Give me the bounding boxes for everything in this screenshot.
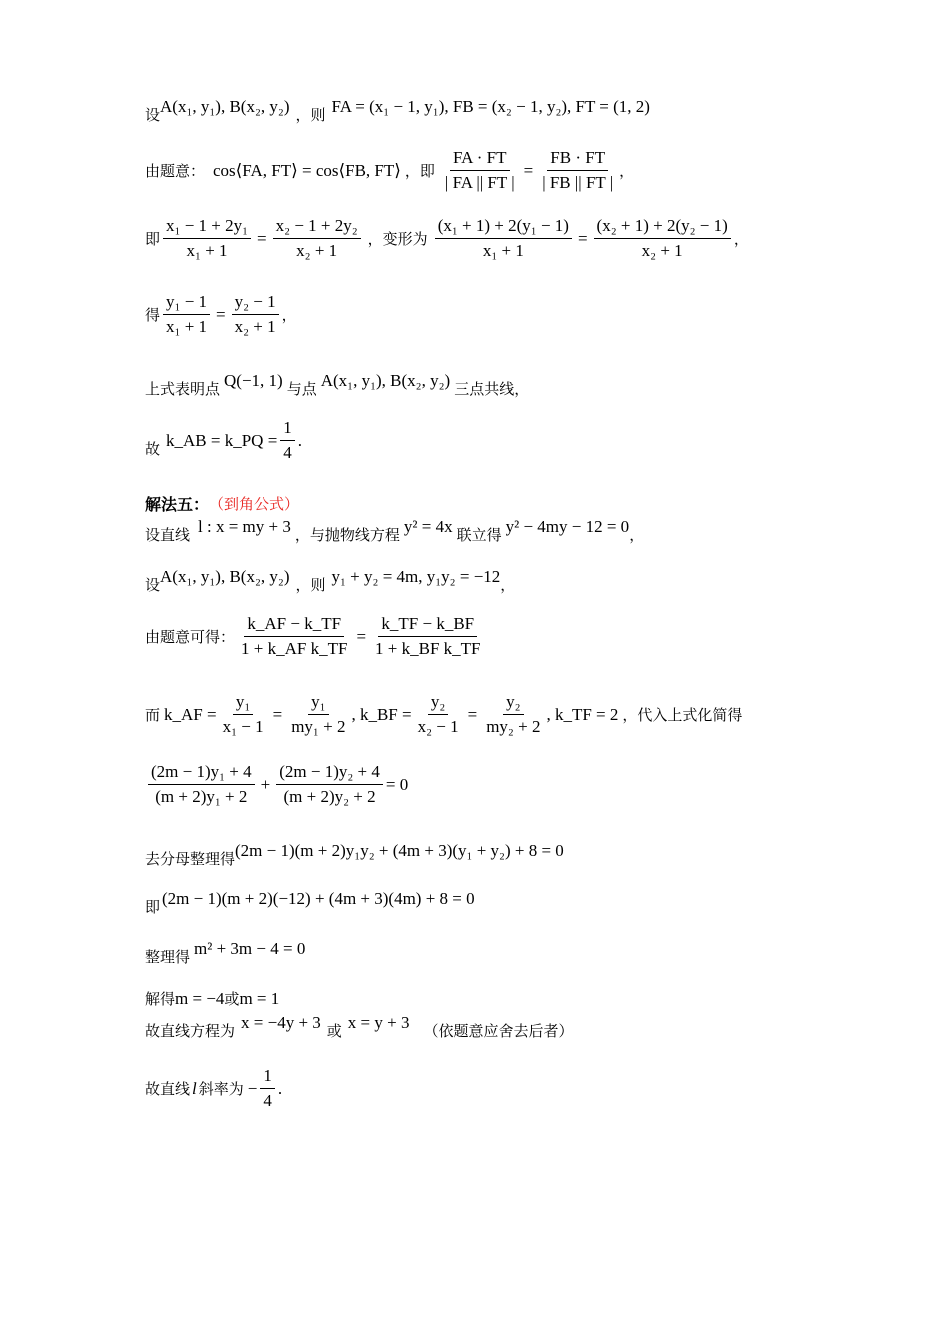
line-2: [145, 148, 634, 193]
text: ，代入上式化简得: [622, 706, 743, 724]
period: .: [277, 1078, 283, 1098]
line-11: [145, 692, 742, 737]
text: ，: [733, 230, 749, 248]
equals-sign: =: [356, 626, 367, 646]
text: 由题意可得：: [145, 628, 236, 646]
text: ，与抛物线方程: [294, 526, 400, 544]
fraction: $\frac{k\_AF - k\_TF}{\text{1 + k\_AF k\_TF}}$: [241, 614, 348, 658]
fraction: $\frac{FB \cdot FT}{| FB || FT |}$: [542, 148, 614, 192]
text: 故: [145, 440, 161, 458]
equals-sign: =: [467, 704, 478, 724]
text: 解得: [145, 990, 176, 1008]
text: ，: [629, 526, 645, 544]
equals-sign: =: [272, 704, 283, 724]
fraction: $\frac{\text{y₂ − 1}}{\text{x₂ + 1}}$: [232, 292, 279, 337]
line-15: [145, 938, 306, 966]
text: 得: [145, 306, 161, 324]
fraction: $\frac{\text{y₁}}{\text{x₁ − 1}}$: [222, 692, 264, 736]
line-16: [145, 988, 279, 1009]
text: 设: [145, 106, 161, 124]
formula: m = −4: [175, 988, 225, 1008]
text: 或: [326, 1022, 342, 1040]
formula: cos⟨FA, FT⟩ = cos⟨FB, FT⟩: [213, 160, 401, 180]
text: 由题意：: [145, 162, 206, 180]
fraction: $\frac{1}{4}$: [280, 418, 295, 463]
equals-sign: =: [216, 304, 226, 324]
formula: y² = 4x: [403, 516, 453, 536]
text: 三点共线，: [454, 380, 530, 398]
formula: m = 1: [239, 988, 280, 1008]
text: ，: [619, 162, 635, 180]
text: ，则: [295, 106, 326, 124]
fraction: $\frac{\text{(2m − 1)y₁ + 4}}{\text{(m + 2)y₁ + 2}}$: [148, 762, 255, 807]
equals-sign: =: [257, 228, 267, 248]
line-5: [145, 370, 530, 398]
line-13: [145, 840, 564, 868]
text: 去分母整理得: [145, 850, 236, 868]
text: 设直线: [145, 526, 191, 544]
formula: l: [192, 1078, 197, 1098]
fraction: $\frac{\text{y₂}}{\text{my₂ + 2}}$: [486, 692, 541, 736]
formula: l : x = my + 3: [198, 516, 291, 536]
text: ，即: [404, 162, 435, 180]
fraction: $\frac{\text{y₂}}{\text{x₂ − 1}}$: [417, 692, 459, 736]
formula: y² − 4my − 12 = 0: [505, 516, 630, 536]
fraction: $\frac{\text{(x₁ + 1) + 2(y₁ − 1)}}{\text{x₁ + 1}}$: [435, 216, 572, 261]
formula: A(x₁, y₁), B(x₂, y₂): [160, 566, 290, 586]
heading-title: 解法五：: [145, 495, 210, 514]
formula: = 0: [385, 774, 409, 794]
line-3: [145, 216, 749, 261]
text: ，: [281, 306, 297, 324]
fraction: $\frac{\text{y₁ − 1}}{\text{x₁ + 1}}$: [163, 292, 210, 337]
formula: x = −4y + 3: [241, 1012, 321, 1032]
minus-sign: −: [247, 1078, 258, 1098]
text: 设: [145, 576, 161, 594]
text: ，: [500, 576, 516, 594]
line-9: [145, 566, 516, 594]
text: ，则: [295, 576, 326, 594]
fraction: $\frac{\text{y₁}}{\text{my₁ + 2}}$: [291, 692, 346, 736]
fraction: $\frac{\text{(2m − 1)y₂ + 4}}{\text{(m + 2)y₂ + 2}}$: [276, 762, 383, 807]
formula: y₁ + y₂ = 4m, y₁y₂ = −12: [331, 566, 501, 586]
line-4: [145, 292, 297, 337]
fraction: $\frac{\text{x₁ − 1 + 2y₁}}{\text{x₁ + 1}}$: [163, 216, 251, 261]
line-12: [145, 762, 408, 807]
formula: (2m − 1)(m + 2)y₁y₂ + (4m + 3)(y₁ + y₂) + 8 = 0: [235, 840, 564, 860]
heading-subtitle: （到角公式）: [209, 495, 300, 513]
fraction: $\frac{k\_TF - k\_BF}{\text{1 + k\_BF k\_TF}}$: [375, 614, 481, 658]
fraction: $\frac{\text{(x₂ + 1) + 2(y₂ − 1)}}{\text{x₂ + 1}}$: [594, 216, 731, 261]
formula: Q(−1, 1): [224, 370, 283, 390]
text: （依题意应舍去后者）: [423, 1022, 574, 1040]
line-14: [145, 888, 475, 916]
formula: k_AB = k_PQ =: [166, 430, 278, 450]
formula: , k_BF =: [351, 704, 412, 724]
formula: m² + 3m − 4 = 0: [194, 938, 306, 958]
text: 即: [145, 898, 161, 916]
text: 或: [224, 990, 240, 1008]
equals-sign: =: [577, 228, 588, 248]
fraction: $\frac{FA \cdot FT}{| FA || FT |}$: [444, 148, 515, 192]
line-8: [145, 516, 645, 544]
equals-sign: =: [523, 160, 534, 180]
formula: x = y + 3: [347, 1012, 410, 1032]
text: 即: [145, 230, 161, 248]
text: 联立得: [456, 526, 502, 544]
text: 与点: [286, 380, 317, 398]
fraction: $\frac{1}{4}$: [260, 1066, 275, 1111]
method-five-heading: [145, 492, 299, 515]
text: 斜率为: [198, 1080, 244, 1098]
plus-sign: +: [260, 774, 271, 794]
formula: (2m − 1)(m + 2)(−12) + (4m + 3)(4m) + 8 = 0: [162, 888, 475, 908]
line-10: [145, 614, 487, 659]
line-18: [145, 1066, 282, 1111]
formula: , k_TF = 2: [546, 704, 619, 724]
formula: FA = (x₁ − 1, y₁), FB = (x₂ − 1, y₂), FT = (1, 2): [331, 96, 650, 116]
formula: k_AF =: [164, 704, 217, 724]
line-17: [145, 1012, 574, 1040]
formula: A(x₁, y₁), B(x₂, y₂): [320, 370, 451, 390]
line-1: [145, 96, 650, 124]
text: 故直线方程为: [145, 1022, 236, 1040]
text: 而: [145, 706, 161, 724]
fraction: $\frac{\text{x₂ − 1 + 2y₂}}{\text{x₂ + 1}}$: [273, 216, 361, 261]
text: 故直线: [145, 1080, 191, 1098]
text: ，变形为: [367, 230, 428, 248]
text: 整理得: [145, 948, 191, 966]
period: .: [297, 430, 303, 450]
text: 上式表明点: [145, 380, 221, 398]
formula: A(x₁, y₁), B(x₂, y₂): [160, 96, 290, 116]
line-6: [145, 418, 302, 463]
